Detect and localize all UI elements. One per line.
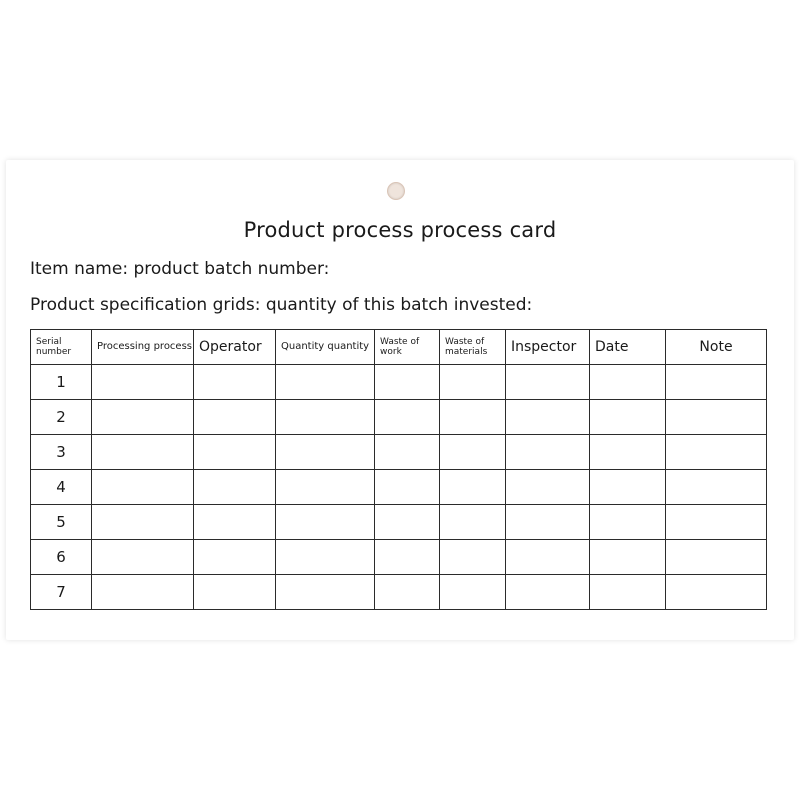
item-name-line: Item name: product batch number:	[30, 259, 330, 279]
table-cell[interactable]	[194, 540, 276, 575]
process-card	[6, 160, 794, 640]
header-inspector: Inspector	[506, 330, 590, 365]
table-cell[interactable]	[375, 435, 440, 470]
table-cell[interactable]	[92, 365, 194, 400]
table-cell[interactable]	[276, 365, 375, 400]
table-cell[interactable]	[194, 365, 276, 400]
table-cell[interactable]	[194, 435, 276, 470]
table-cell[interactable]	[440, 505, 506, 540]
table-cell[interactable]	[590, 540, 666, 575]
table-cell[interactable]	[92, 400, 194, 435]
table-cell[interactable]	[590, 400, 666, 435]
specification-line: Product specification grids: quantity of this batch invested:	[30, 295, 533, 315]
serial-number-cell: 3	[31, 435, 92, 470]
table-cell[interactable]	[666, 505, 767, 540]
table-cell[interactable]	[506, 470, 590, 505]
table-cell[interactable]	[590, 575, 666, 610]
table-cell[interactable]	[92, 470, 194, 505]
table-cell[interactable]	[590, 365, 666, 400]
serial-number-cell: 6	[31, 540, 92, 575]
table-cell[interactable]	[194, 505, 276, 540]
table-cell[interactable]	[194, 470, 276, 505]
table-cell[interactable]	[506, 365, 590, 400]
table-row	[31, 365, 767, 400]
table-cell[interactable]	[666, 575, 767, 610]
table-cell[interactable]	[92, 435, 194, 470]
table-row	[31, 435, 767, 470]
table-row	[31, 400, 767, 435]
table-row	[31, 505, 767, 540]
table-cell[interactable]	[506, 575, 590, 610]
table-body	[31, 365, 767, 610]
header-note: Note	[666, 330, 767, 365]
serial-number-cell: 5	[31, 505, 92, 540]
table-cell[interactable]	[194, 400, 276, 435]
header-processing-process: Processing process	[92, 330, 194, 365]
header-date: Date	[590, 330, 666, 365]
table-row	[31, 470, 767, 505]
table-cell[interactable]	[506, 505, 590, 540]
process-table	[30, 329, 767, 610]
table-cell[interactable]	[276, 540, 375, 575]
table-cell[interactable]	[375, 575, 440, 610]
table-cell[interactable]	[440, 400, 506, 435]
table-cell[interactable]	[194, 575, 276, 610]
table-cell[interactable]	[375, 540, 440, 575]
table-row	[31, 540, 767, 575]
table-cell[interactable]	[506, 400, 590, 435]
table-cell[interactable]	[590, 435, 666, 470]
header-operator: Operator	[194, 330, 276, 365]
table-cell[interactable]	[92, 540, 194, 575]
table-cell[interactable]	[276, 505, 375, 540]
table-cell[interactable]	[590, 505, 666, 540]
table-cell[interactable]	[375, 365, 440, 400]
serial-number-cell: 4	[31, 470, 92, 505]
table-cell[interactable]	[666, 400, 767, 435]
table-cell[interactable]	[276, 435, 375, 470]
card-title: Product process process card	[243, 218, 557, 242]
serial-number-cell: 1	[31, 365, 92, 400]
table-cell[interactable]	[375, 400, 440, 435]
table-cell[interactable]	[276, 470, 375, 505]
table-cell[interactable]	[92, 505, 194, 540]
table-cell[interactable]	[666, 470, 767, 505]
table-cell[interactable]	[440, 470, 506, 505]
table-cell[interactable]	[666, 540, 767, 575]
table-cell[interactable]	[276, 400, 375, 435]
table-cell[interactable]	[590, 470, 666, 505]
serial-number-cell: 7	[31, 575, 92, 610]
header-waste-of-work: Waste of work	[375, 330, 440, 365]
header-quantity: Quantity quantity	[276, 330, 375, 365]
table-header-row	[31, 330, 767, 365]
table-cell[interactable]	[440, 365, 506, 400]
table-cell[interactable]	[92, 575, 194, 610]
table-cell[interactable]	[440, 575, 506, 610]
header-waste-of-materials: Waste of materials	[440, 330, 506, 365]
table-cell[interactable]	[440, 435, 506, 470]
table-cell[interactable]	[666, 435, 767, 470]
table-cell[interactable]	[276, 575, 375, 610]
table-cell[interactable]	[506, 435, 590, 470]
punch-hole	[387, 182, 405, 200]
table-cell[interactable]	[375, 505, 440, 540]
serial-number-cell: 2	[31, 400, 92, 435]
table-cell[interactable]	[666, 365, 767, 400]
table-cell[interactable]	[506, 540, 590, 575]
table-row	[31, 575, 767, 610]
header-serial-number: Serial number	[31, 330, 92, 365]
table-cell[interactable]	[440, 540, 506, 575]
table-cell[interactable]	[375, 470, 440, 505]
